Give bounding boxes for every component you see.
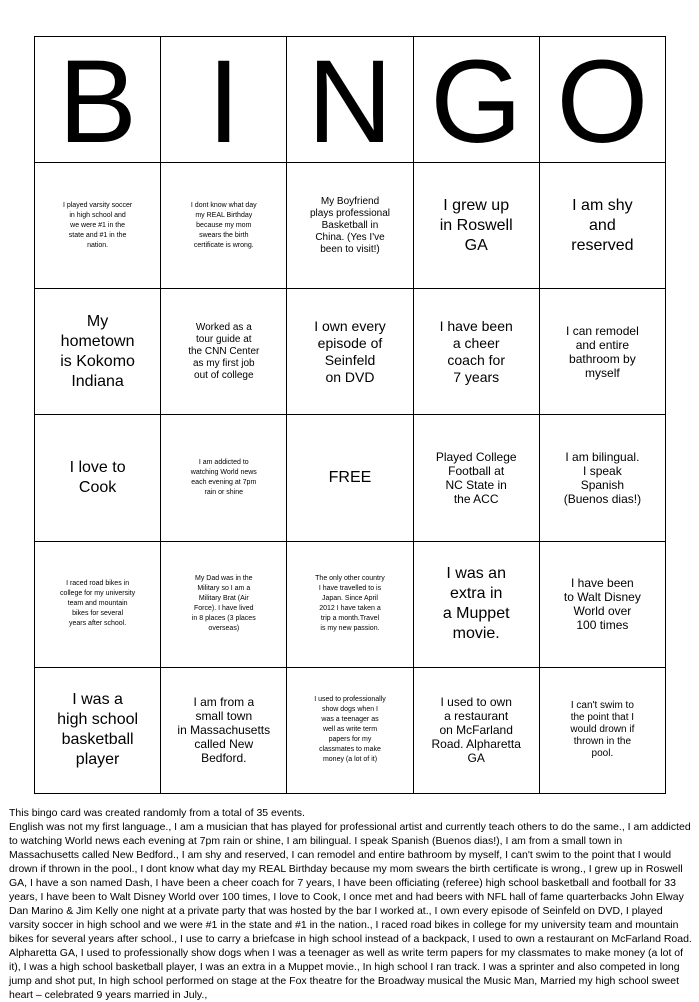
cell-text: I was a high school basketball player [57, 691, 139, 769]
bingo-cell[interactable] [35, 668, 161, 794]
bingo-cell[interactable] [161, 415, 287, 541]
bingo-cell[interactable] [540, 668, 666, 794]
bingo-cell[interactable] [540, 289, 666, 415]
bingo-cell[interactable] [35, 163, 161, 289]
bingo-cell[interactable] [161, 163, 287, 289]
bingo-cell[interactable] [414, 542, 540, 668]
bingo-cell[interactable] [161, 668, 287, 794]
bingo-cell[interactable] [414, 668, 540, 794]
header-letter: G [430, 37, 523, 164]
cell-text: I dont know what day my REAL Birthday because my mom swears the birth certificate is wrong. [190, 201, 257, 249]
cell-text: I used to professionally show dogs when I was a teenager as well as write term papers for my classmates to make money (a lot of it) [314, 696, 386, 764]
bingo-cell[interactable] [287, 542, 413, 668]
cell-text: FREE [328, 469, 372, 487]
bingo-cell[interactable] [540, 542, 666, 668]
cell-text: I am from a small town in Massachusetts called New Bedford. [177, 695, 271, 766]
cell-text: I have been a cheer coach for 7 years [439, 317, 513, 385]
bingo-cell[interactable] [414, 415, 540, 541]
cell-text: Worked as a tour guide at the CNN Center as my first job out of college [188, 321, 260, 381]
header-cell-b [35, 37, 161, 163]
header-letter: I [207, 37, 241, 164]
bingo-cell[interactable] [161, 289, 287, 415]
bingo-cell[interactable] [287, 163, 413, 289]
cell-text: I used to own a restaurant on McFarland Road. Alpharetta GA [431, 695, 521, 766]
header-cell-o [540, 37, 666, 163]
bingo-cell[interactable] [540, 163, 666, 289]
header-cell-i [161, 37, 287, 163]
header-letter: O [556, 37, 649, 164]
footer-intro: This bingo card was created randomly from a total of 35 events. [9, 807, 305, 819]
header-cell-g [414, 37, 540, 163]
cell-text: I am addicted to watching World news each evening at 7pm rain or shine [190, 459, 257, 497]
bingo-cell[interactable] [540, 415, 666, 541]
cell-text: I can't swim to the point that I would drown if thrown in the pool. [570, 700, 635, 760]
card-footer [9, 806, 693, 1002]
header-letter: N [307, 37, 393, 164]
bingo-card [34, 36, 666, 794]
bingo-cell[interactable] [161, 542, 287, 668]
footer-event-list: English was not my first language., I am a musician that has played for professional artist and currently teach others to do the same., I am addicted to watching World news each evening at 7pm rain or shine, I am bilingual. I speak Spanish (Buenos dias!), I am from a small town in Massachusetts called New Bedford., I am shy and reserved, I can remodel and entire bathroom by myself, I can't swim to the point that I would drown if thrown in the pool., I dont know what day my REAL Birthday because my mom swears the birth certificate is wrong., I grew up in Roswell GA, I have a son named Dash, I have been a cheer coach for 7 years, I have been officiating (referee) high school basketball and football for 33 years, I have been to Walt Disney World over 100 times, I love to Cook, I once met and had beers with NFL hall of fame quarterbacks John Elway Dan Marino & Jim Kelly one night at a private party that was hosted by the bar I worked at., I own every episode of Seinfeld on DVD, I played varsity soccer in high school and we were #1 in the state and #1 in the nation., I raced road bikes in college for my university team and mountain bikes for several years after school., I use to carry a briefcase in high school instead of a backpack, I used to own a restaurant on McFarland Road. Alpharetta GA, I used to professionally show dogs when I was a teenager as well as write term papers for my classmates to make money (a lot of it), I was a high school basketball player, I was an extra in a Muppet movie., In high school I ran track. I was a sprinter and also competed in long jump and shot put, In high school performed on stage at the Fox theatre for the Broadway musical the Music Man, Married my high school sweet heart – celebrated 9 years married in July., [9, 821, 692, 1001]
bingo-cell[interactable] [35, 415, 161, 541]
cell-text: My Boyfriend plays professional Basketball in China. (Yes I've been to visit!) [309, 195, 391, 255]
cell-text: I have been to Walt Disney World over 100 times [563, 576, 641, 633]
cell-text: I am bilingual. I speak Spanish (Buenos dias!) [563, 450, 642, 507]
cell-text: I raced road bikes in college for my university team and mountain bikes for several years after school. [60, 580, 136, 628]
cell-text: I grew up in Roswell GA [439, 196, 513, 254]
free-cell[interactable] [287, 415, 413, 541]
cell-text: The only other country I have travelled to is Japan. Since April 2012 I have taken a trip a month.Travel is my new passion. [315, 575, 385, 633]
cell-text: My hometown is Kokomo Indiana [60, 312, 135, 390]
cell-text: I am shy and reserved [571, 196, 634, 254]
bingo-cell[interactable] [287, 289, 413, 415]
bingo-cell[interactable] [35, 289, 161, 415]
cell-text: My Dad was in the Military so I am a Military Brat (Air Force). I have lived in 8 places (3 places overseas) [191, 575, 256, 633]
cell-text: I played varsity soccer in high school and we were #1 in the state and #1 in the nation. [62, 201, 133, 249]
bingo-cell[interactable] [287, 668, 413, 794]
cell-text: I was an extra in a Muppet movie. [442, 565, 510, 643]
cell-text: I love to Cook [69, 459, 126, 497]
bingo-cell[interactable] [414, 163, 540, 289]
header-letter: B [58, 37, 137, 164]
header-cell-n [287, 37, 413, 163]
bingo-cell[interactable] [414, 289, 540, 415]
cell-text: I own every episode of Seinfeld on DVD [314, 317, 386, 385]
bingo-cell[interactable] [35, 542, 161, 668]
cell-text: I can remodel and entire bathroom by myself [566, 323, 639, 380]
cell-text: Played College Football at NC State in the ACC [435, 450, 517, 507]
